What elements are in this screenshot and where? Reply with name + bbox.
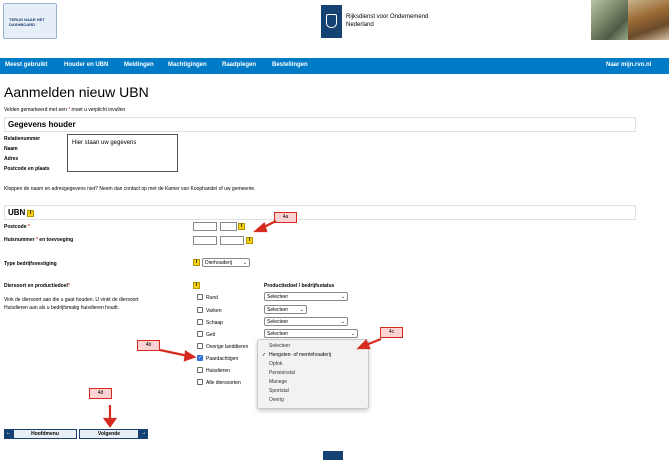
nav-item-meest-gebruikt[interactable]: Meest gebruikt	[5, 62, 48, 68]
annotation-4c: 4c	[380, 327, 403, 338]
chevron-down-icon: ⌄	[340, 294, 345, 300]
required-note-pre: Velden gemarkeerd met een	[4, 107, 69, 113]
annotation-4d: 4d	[89, 388, 112, 399]
type-info-icon[interactable]: i	[193, 259, 200, 266]
back-arrow-icon[interactable]: ←	[4, 429, 13, 439]
arrow-4d-head	[105, 419, 115, 426]
ubn-section-title: UBN	[8, 208, 26, 217]
label-type-bedrijfsvestiging: Type bedrijfsvestiging	[4, 261, 57, 267]
annotation-4a: 4a	[274, 212, 297, 223]
bottom-scroll-tab[interactable]	[323, 451, 343, 460]
chevron-down-icon: ⌄	[299, 307, 304, 313]
label-postcode-plaats: Postcode en plaats	[4, 166, 50, 172]
huisnummer-required-star: *	[35, 237, 38, 243]
chevron-down-icon: ⌄	[350, 331, 355, 337]
dropdown-option-selecteer[interactable]: Selecteer	[269, 343, 291, 349]
label-huisnummer-text: Huisnummer	[4, 237, 35, 243]
postcode-info-icon[interactable]: i	[238, 223, 245, 230]
diersoort-help-line1: Vink de diersoort aan die u gaat houden. U vinkt de diersoort	[4, 297, 139, 303]
dropdown-option-overig[interactable]: Overig	[269, 397, 284, 403]
dropdown-option-opfok[interactable]: Opfok	[269, 361, 283, 367]
animal-label-geit: Geit	[206, 332, 216, 338]
select-value-varken: Selecteer	[267, 307, 289, 313]
select-value-geit: Selecteer	[267, 331, 289, 337]
arrow-4b-head	[185, 352, 194, 360]
label-huisnummer-suffix: en toevoeging	[37, 237, 74, 243]
holder-section-title: Gegevens houder	[8, 120, 76, 129]
back-to-dashboard-button[interactable]: TERUG NAAR HET DASHBOARD	[3, 3, 57, 39]
select-value-rund: Selecteer	[267, 294, 289, 300]
contact-note: Kloppen de naam en adresgegevens niet? Neem dan contact op met de Kamer van Koophandel of uw gemeente.	[4, 186, 256, 192]
postcode-required-star: *	[27, 224, 30, 230]
label-relatienummer: Relatienummer	[4, 136, 41, 142]
diersoort-required-star: *	[67, 283, 70, 289]
next-arrow-icon[interactable]: →	[139, 429, 148, 439]
ubn-info-icon[interactable]: i	[27, 210, 34, 217]
nav-link-mijn-rvo[interactable]: Naar mijn.rvo.nl	[606, 62, 652, 68]
animal-label-paardachtigen: Paardachtigen	[206, 356, 239, 362]
required-star: *	[68, 107, 71, 113]
arrow-4a-head	[256, 224, 266, 231]
animal-label-huisdieren: Huisdieren	[206, 368, 230, 374]
annotation-4b: 4b	[137, 340, 160, 351]
required-note-post: moet u verplicht invullen	[70, 107, 126, 113]
animal-label-rund: Rund	[206, 295, 218, 301]
diersoort-info-icon[interactable]: i	[193, 282, 200, 289]
arrow-4b-line	[160, 350, 188, 356]
label-diersoort-text: Diersoort en productiedoel	[4, 283, 68, 289]
holder-box-text: Hier staan uw gegevens	[72, 140, 137, 146]
next-button[interactable]: Volgende	[79, 429, 139, 439]
dropdown-option-hengsten-merriehouderij[interactable]: Hengsten- of merriehouderij	[269, 352, 331, 358]
chevron-down-icon: ⌄	[242, 260, 247, 266]
chevron-down-icon: ⌄	[340, 319, 345, 325]
diersoort-help-line2: Huisdieren aan als u bedrijfsmatig huisdieren houdt.	[4, 305, 120, 311]
page-title: Aanmelden nieuw UBN	[4, 84, 149, 100]
check-icon: ✓	[262, 352, 267, 358]
column-header-productiedoel: Productiedoel / bedrijfsstatus	[264, 283, 335, 289]
animal-label-overige-landdieren: Overige landdieren	[206, 344, 249, 350]
huisnummer-info-icon[interactable]: i	[246, 237, 253, 244]
select-value-schaap: Selecteer	[267, 319, 289, 325]
logo-text-line1: Rijksdienst voor Ondernemend	[346, 14, 429, 20]
label-naam: Naam	[4, 146, 18, 152]
label-adres: Adres	[4, 156, 19, 162]
logo-text-line2: Nederland	[346, 22, 374, 28]
label-postcode-text: Postcode	[4, 224, 27, 230]
dropdown-option-sportstal[interactable]: Sportstal	[269, 388, 289, 394]
dropdown-option-pensionstal[interactable]: Pensionstal	[269, 370, 295, 376]
nav-item-bestellingen[interactable]: Bestellingen	[272, 62, 308, 68]
arrow-4c-head	[359, 341, 369, 348]
type-select-value: Dierhouderij	[205, 260, 232, 266]
nav-item-machtigingen[interactable]: Machtigingen	[168, 62, 207, 68]
animal-label-schaap: Schaap	[206, 320, 223, 326]
nav-item-houder-en-ubn[interactable]: Houder en UBN	[64, 62, 109, 68]
animal-label-varken: Varken	[206, 308, 222, 314]
nav-item-meldingen[interactable]: Meldingen	[124, 62, 154, 68]
checkbox-paardachtigen[interactable]: ✓	[198, 355, 203, 361]
dropdown-option-manege[interactable]: Manege	[269, 379, 288, 385]
nav-item-raadplegen[interactable]: Raadplegen	[222, 62, 257, 68]
main-menu-button[interactable]: Hoofdmenu	[13, 429, 77, 439]
animal-label-alle-diersoorten: Alle diersoorten	[206, 380, 241, 386]
